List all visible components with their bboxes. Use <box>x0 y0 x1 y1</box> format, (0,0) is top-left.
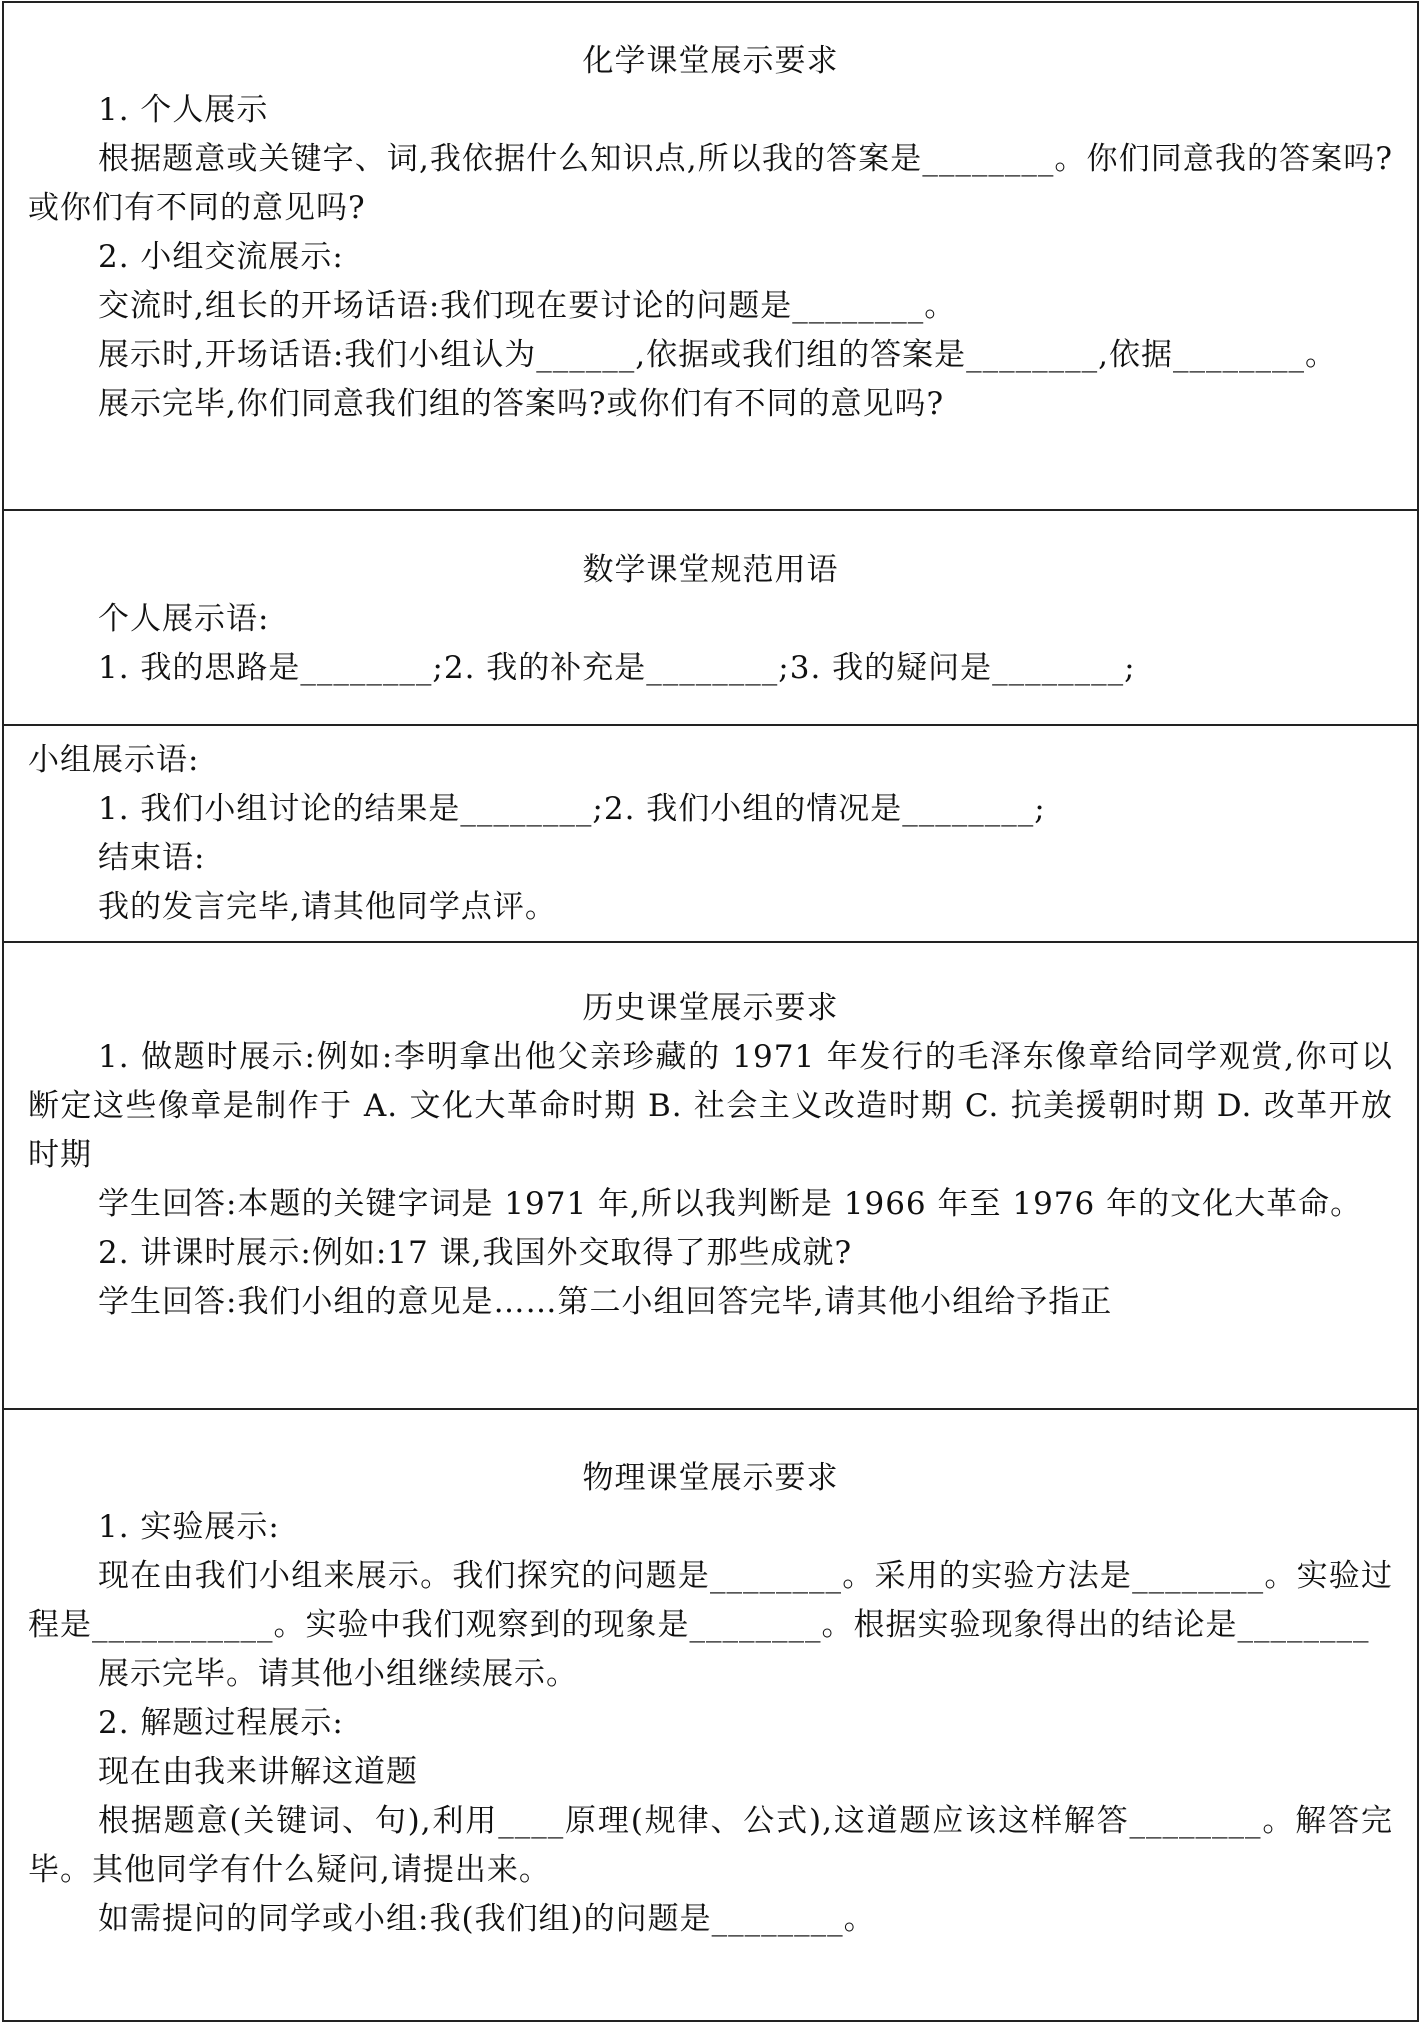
history-section <box>4 943 1417 1410</box>
history-item-2-answer: 学生回答:我们小组的意见是……第二小组回答完毕,请其他小组给予指正 <box>98 1284 1113 1320</box>
physics-title: 物理课堂展示要求 <box>582 1460 839 1496</box>
physics-section <box>4 1410 1417 2022</box>
chemistry-title: 化学课堂展示要求 <box>582 43 839 79</box>
chemistry-item-1-text: 根据题意或关键字、词,我依据什么知识点,所以我的答案是________。你们同意我的答案吗?或你们有不同的意见吗? <box>28 141 1393 226</box>
math-personal-label: 个人展示语: <box>98 601 270 637</box>
math-closing-text: 我的发言完毕,请其他同学点评。 <box>98 889 557 925</box>
document-table <box>2 1 1419 2022</box>
history-title: 历史课堂展示要求 <box>582 990 839 1026</box>
history-item-1: 1. 做题时展示:例如:李明拿出他父亲珍藏的 1971 年发行的毛泽东像章给同学观赏,你可以断定这些像章是制作于 A. 文化大革命时期 B. 社会主义改造时期 C. 抗美援朝时期 D. 改革开放时期 <box>28 1039 1393 1173</box>
physics-item-1: 1. 实验展示: <box>98 1509 280 1545</box>
math-title: 数学课堂规范用语 <box>582 552 839 588</box>
math-group-label: 小组展示语: <box>28 742 200 778</box>
math-closing-label: 结束语: <box>98 840 206 876</box>
physics-item-2: 2. 解题过程展示: <box>98 1705 344 1741</box>
chemistry-item-2: 2. 小组交流展示: <box>98 239 344 275</box>
chemistry-item-2-open: 交流时,组长的开场话语:我们现在要讨论的问题是________。 <box>98 288 957 324</box>
math-personal-text: 1. 我的思路是________;2. 我的补充是________;3. 我的疑问是________; <box>98 650 1136 686</box>
history-item-2: 2. 讲课时展示:例如:17 课,我国外交取得了那些成就? <box>98 1235 853 1271</box>
math-group-text: 1. 我们小组讨论的结果是________;2. 我们小组的情况是________; <box>98 791 1046 827</box>
physics-item-2-question: 如需提问的同学或小组:我(我们组)的问题是________。 <box>98 1901 876 1937</box>
physics-item-2-text: 根据题意(关键词、句),利用____原理(规律、公式),这道题应该这样解答________。解答完毕。其他同学有什么疑问,请提出来。 <box>28 1803 1393 1888</box>
physics-item-1-end: 展示完毕。请其他小组继续展示。 <box>98 1656 578 1692</box>
physics-item-2-intro: 现在由我来讲解这道题 <box>98 1754 418 1790</box>
chemistry-item-1: 1. 个人展示 <box>98 92 269 128</box>
math-group-section <box>4 726 1417 943</box>
chemistry-item-2-show: 展示时,开场话语:我们小组认为______,依据或我们组的答案是________,依据________。 <box>98 337 1338 373</box>
math-section <box>4 511 1417 726</box>
chemistry-item-2-end: 展示完毕,你们同意我们组的答案吗?或你们有不同的意见吗? <box>98 386 945 422</box>
history-item-1-answer: 学生回答:本题的关键字词是 1971 年,所以我判断是 1966 年至 1976 年的文化大革命。 <box>98 1186 1363 1222</box>
chemistry-section <box>4 3 1417 511</box>
physics-item-1-text: 现在由我们小组来展示。我们探究的问题是________。采用的实验方法是________。实验过程是___________。实验中我们观察到的现象是________。根据实验现象得出的结论是________ <box>28 1558 1393 1643</box>
